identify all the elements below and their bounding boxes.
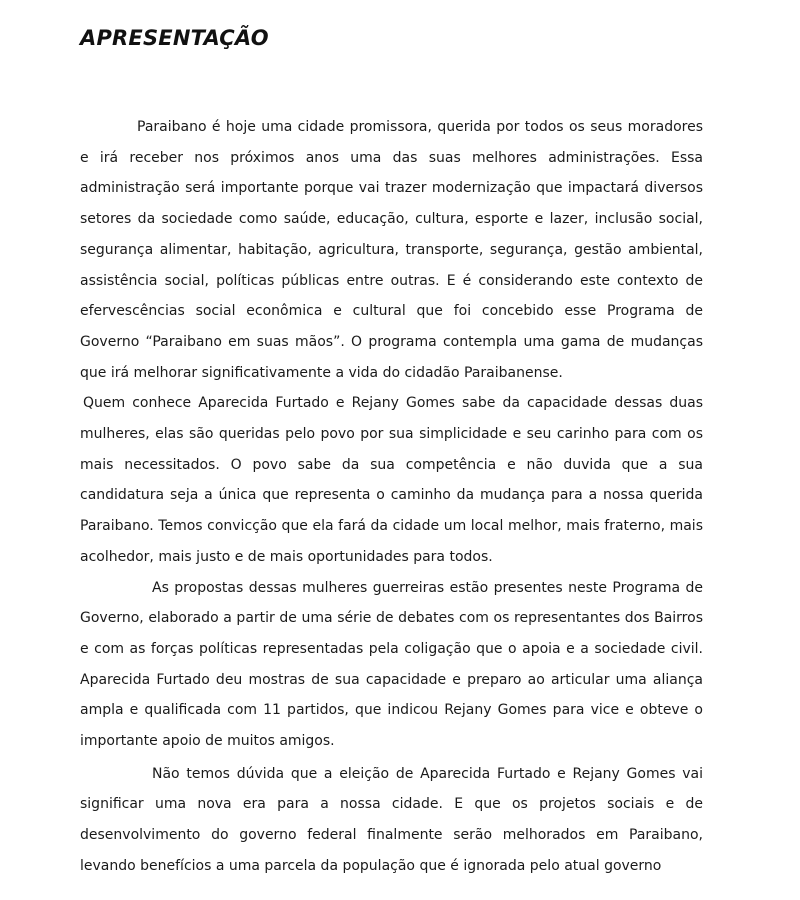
paragraph-1: Paraibano é hoje uma cidade promissora, querida por todos os seus moradores e irá receber nos próximos anos uma das suas melhores administrações. Essa administração será importante porque vai trazer modernização que impactará diversos setores da sociedade como saúde, educação, cultura, esporte e lazer, inclusão social, segurança alimentar, habitação, agricultura, transporte, segurança, gestão ambiental, assistência social, políticas públicas entre outras. E é considerando este contexto de efervescências social econômica e cultural que foi concebido esse Programa de Governo “Paraibano em suas mãos”. O programa contempla uma gama de mudanças que irá melhorar significativamente a vida do cidadão Paraibanense. [80, 119, 703, 381]
page-title: APRESENTAÇÃO [80, 26, 269, 50]
paragraph-4: Não temos dúvida que a eleição de Aparecida Furtado e Rejany Gomes vai significar uma nova era para a nossa cidade. E que os projetos sociais e de desenvolvimento do governo federal finalmente serão melhorados em Paraibano, levando benefícios a uma parcela da população que é ignorada pelo atual governo [80, 765, 703, 874]
paragraph-3: As propostas dessas mulheres guerreiras estão presentes neste Programa de Governo, elaborado a partir de uma série de debates com os representantes dos Bairros e com as forças políticas representadas pela coligação que o apoia e a sociedade civil. Aparecida Furtado deu mostras de sua capacidade e preparo ao articular uma aliança ampla e qualificada com 11 partidos, que indicou Rejany Gomes para vice e obteve o importante apoio de muitos amigos. [80, 579, 703, 750]
paragraph-2: Quem conhece Aparecida Furtado e Rejany Gomes sabe da capacidade dessas duas mulheres, elas são queridas pelo povo por sua simplicidade e seu carinho para com os mais necessitados. O povo sabe da sua competência e não duvida que a sua candidatura seja a única que representa o caminho da mudança para a nossa querida Paraibano. Temos convicção que ela fará da cidade um local melhor, mais fraterno, mais acolhedor, mais justo e de mais oportunidades para todos. [80, 395, 703, 565]
document-body [80, 112, 703, 882]
